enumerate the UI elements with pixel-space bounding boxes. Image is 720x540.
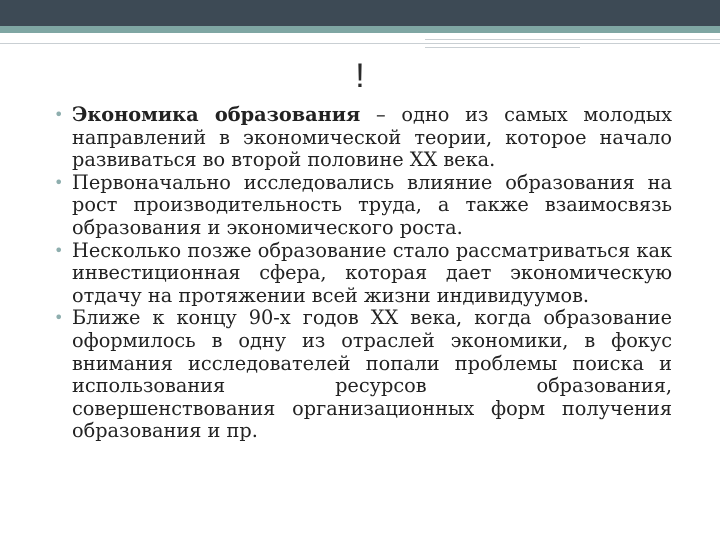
- decorative-line: [0, 43, 720, 44]
- decorative-line: [425, 39, 720, 40]
- bullet-list: [52, 104, 672, 443]
- bullet-text: Ближе к концу 90-х годов XX века, когда образование оформилось в одну из отраслей экономики, в фокус внимания исследователей попали проблемы поиска и использования ресурсов образования, совершенствования организационных форм получения образования и пр.: [72, 306, 672, 443]
- bullet-text: Несколько позже образование стало рассматриваться как инвестиционная сфера, которая дает экономическую отдачу на протяжении всей жизни индивидуумов.: [72, 238, 672, 307]
- bullet-item: [52, 104, 672, 172]
- decorative-line: [425, 47, 580, 48]
- slide-title: !: [355, 57, 365, 95]
- bullet-text: Первоначально исследовались влияние образования на рост производительность труда, а также взаимосвязь образования и экономического роста.: [72, 170, 672, 239]
- bullet-icon: •: [54, 105, 64, 124]
- bullet-item: [52, 307, 672, 443]
- bullet-icon: •: [54, 172, 64, 192]
- bullet-item: [52, 172, 672, 240]
- bullet-term: Экономика образования: [72, 103, 361, 126]
- header-bar: [0, 0, 720, 26]
- bullet-text: – одно из самых молодых направлений в экономической теории, которое начало развиваться во второй половине XX века.: [72, 103, 672, 172]
- bullet-item: [52, 240, 672, 308]
- bullet-icon: •: [54, 308, 64, 328]
- bullet-icon: •: [54, 240, 64, 260]
- header-accent-stripe: [0, 26, 720, 33]
